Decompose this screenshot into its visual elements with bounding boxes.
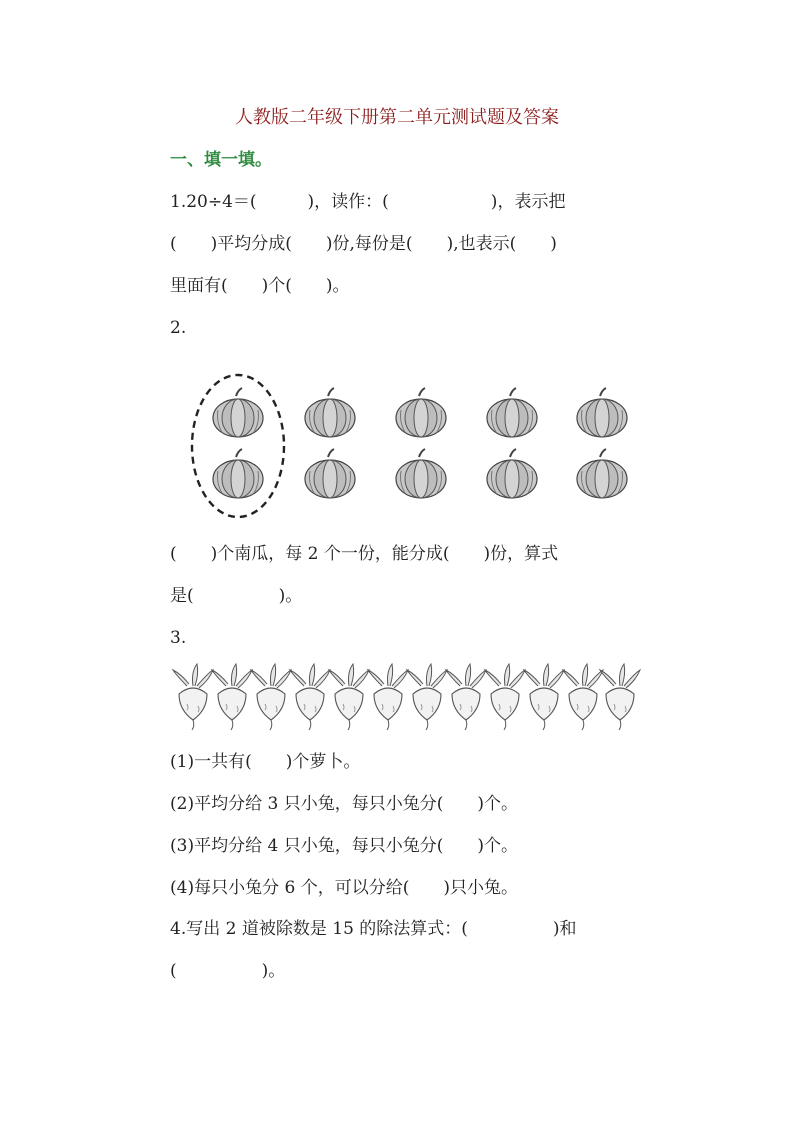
- pumpkin-5: [577, 388, 627, 437]
- radish-9: [485, 664, 525, 730]
- radish-12: [600, 664, 640, 730]
- q3-number: 3.: [170, 628, 187, 648]
- radish-2: [212, 664, 252, 730]
- q3-sub1: (1)一共有( )个萝卜。: [170, 752, 361, 772]
- radish-5: [329, 664, 369, 730]
- pumpkin-8: [396, 449, 446, 498]
- q2-line1: ( )个南瓜，每 2 个一份，能分成( )份，算式: [170, 544, 559, 564]
- radishes: [173, 664, 640, 730]
- radish-3: [251, 664, 291, 730]
- q3-sub3: (3)平均分给 4 只小兔，每只小兔分( )个。: [170, 836, 518, 856]
- q1-line1: 1.20÷4＝( )，读作：( )，表示把: [170, 192, 566, 212]
- pumpkin-9: [487, 449, 537, 498]
- radish-10: [524, 664, 564, 730]
- pumpkin-4: [487, 388, 537, 437]
- pumpkin-2: [305, 388, 355, 437]
- q3-sub2: (2)平均分给 3 只小兔，每只小兔分( )个。: [170, 794, 518, 814]
- q1-line3: 里面有( )个( )。: [170, 276, 350, 296]
- pumpkin-10: [577, 449, 627, 498]
- pumpkin-6: [213, 449, 263, 498]
- q2-number: 2.: [170, 318, 187, 338]
- page-title: 人教版二年级下册第二单元测试题及答案: [235, 107, 559, 128]
- radish-8: [446, 664, 486, 730]
- section-heading: 一、填一填。: [170, 150, 272, 170]
- radish-11: [563, 664, 603, 730]
- pumpkin-7: [305, 449, 355, 498]
- radish-6: [368, 664, 408, 730]
- radish-7: [407, 664, 447, 730]
- q4-line2: ( )。: [170, 961, 286, 981]
- pumpkin-1: [213, 388, 263, 437]
- q1-line2: ( )平均分成( )份,每份是( ),也表示( ): [170, 234, 557, 254]
- pumpkin-3: [396, 388, 446, 437]
- q3-sub4: (4)每只小兔分 6 个，可以分给( )只小兔。: [170, 878, 518, 898]
- q4-line1: 4.写出 2 道被除数是 15 的除法算式：( )和: [170, 919, 577, 939]
- radish-4: [290, 664, 330, 730]
- radish-1: [173, 664, 213, 730]
- q2-line2: 是( )。: [170, 586, 303, 606]
